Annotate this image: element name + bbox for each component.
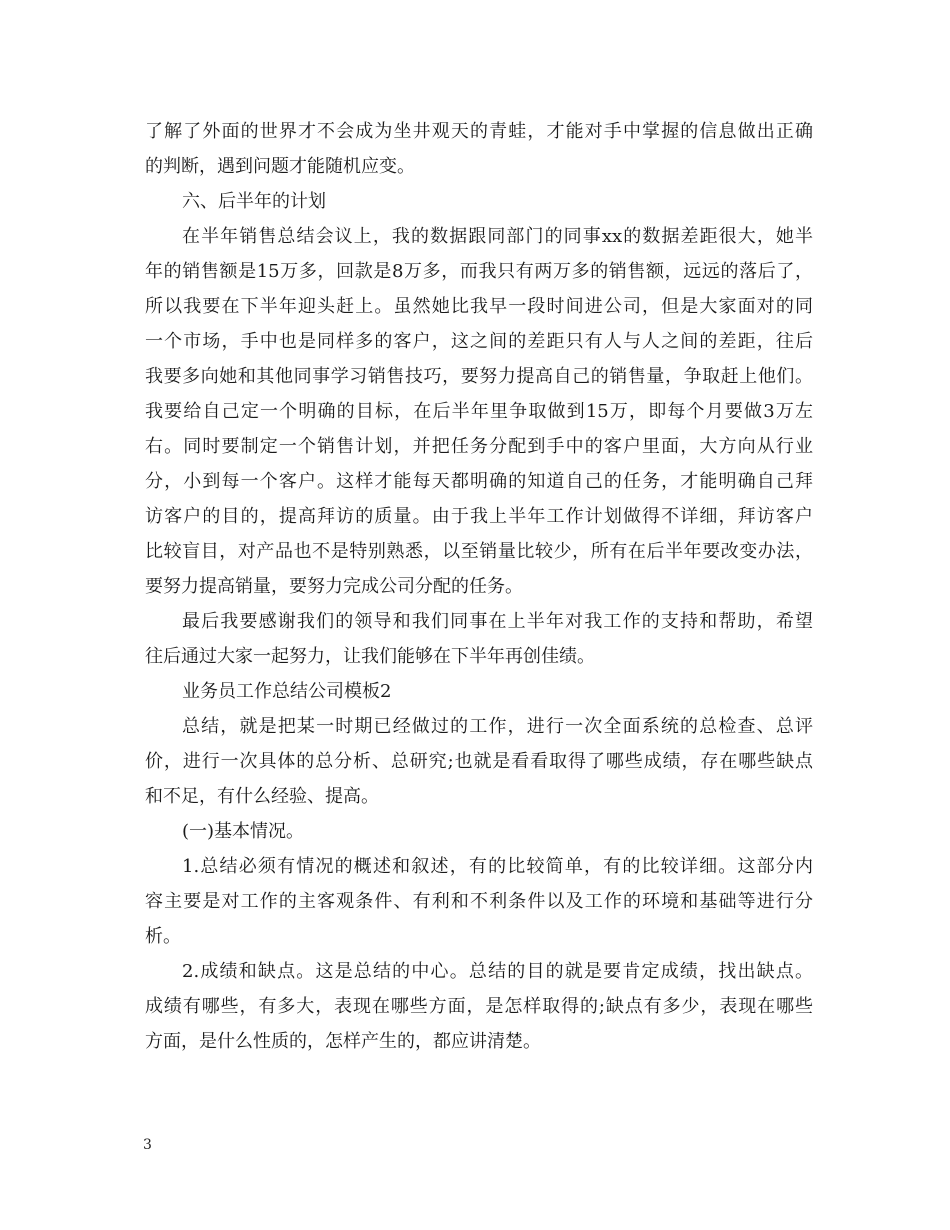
text-line: 要努力提高销量，要努力完成公司分配的任务。 (145, 576, 523, 597)
text-line: 业务员工作总结公司模板2 (182, 681, 392, 702)
text-line: 容主要是对工作的主客观条件、有利和不利条件以及工作的环境和基础等进行分 (145, 891, 813, 912)
text-line: 年的销售额是15万多，回款是8万多，而我只有两万多的销售额，远远的落后了， (145, 261, 813, 282)
text-line: 成绩有哪些，有多大，表现在哪些方面，是怎样取得的;缺点有多少，表现在哪些 (145, 996, 813, 1017)
text-line: 的判断，遇到问题才能随机应变。 (145, 156, 415, 177)
text-line: 了解了外面的世界才不会成为坐井观天的青蛙，才能对手中掌握的信息做出正确 (145, 121, 813, 142)
text-line: 我要给自己定一个明确的目标，在后半年里争取做到15万，即每个月要做3万左 (145, 401, 813, 422)
text-line: 比较盲目，对产品也不是特别熟悉，以至销量比较少，所有在后半年要改变办法， (145, 541, 813, 562)
text-line: 右。同时要制定一个销售计划，并把任务分配到手中的客户里面，大方向从行业 (145, 436, 813, 457)
text-line: 析。 (145, 926, 181, 947)
text-line: 最后我要感谢我们的领导和我们同事在上半年对我工作的支持和帮助，希望 (182, 611, 813, 632)
text-line: (一)基本情况。 (182, 821, 305, 842)
document-body (145, 114, 813, 1059)
text-line: 价，进行一次具体的总分析、总研究;也就是看看取得了哪些成绩，存在哪些缺点 (145, 751, 813, 772)
text-line: 总结，就是把某一时期已经做过的工作，进行一次全面系统的总检查、总评 (182, 716, 813, 737)
text-line: 访客户的目的，提高拜访的质量。由于我上半年工作计划做得不详细，拜访客户 (145, 506, 813, 527)
text-line: 分，小到每一个客户。这样才能每天都明确的知道自己的任务，才能明确自己拜 (145, 471, 813, 492)
text-line: 往后通过大家一起努力，让我们能够在下半年再创佳绩。 (145, 646, 595, 667)
text-line: 1.总结必须有情况的概述和叙述，有的比较简单，有的比较详细。这部分内 (182, 856, 813, 877)
page-number: 3 (143, 1137, 152, 1153)
text-line: 所以我要在下半年迎头赶上。虽然她比我早一段时间进公司，但是大家面对的同 (145, 296, 813, 317)
text-line: 方面，是什么性质的，怎样产生的，都应讲清楚。 (145, 1031, 541, 1052)
text-line: 在半年销售总结会议上，我的数据跟同部门的同事xx的数据差距很大，她半 (182, 226, 813, 247)
text-line: 2.成绩和缺点。这是总结的中心。总结的目的就是要肯定成绩，找出缺点。 (182, 961, 813, 982)
text-line: 和不足，有什么经验、提高。 (145, 786, 379, 807)
text-line: 六、后半年的计划 (182, 191, 326, 212)
text-line: 我要多向她和其他同事学习销售技巧，要努力提高自己的销售量，争取赶上他们。 (145, 366, 813, 387)
text-line: 一个市场，手中也是同样多的客户，这之间的差距只有人与人之间的差距，往后 (145, 331, 813, 352)
